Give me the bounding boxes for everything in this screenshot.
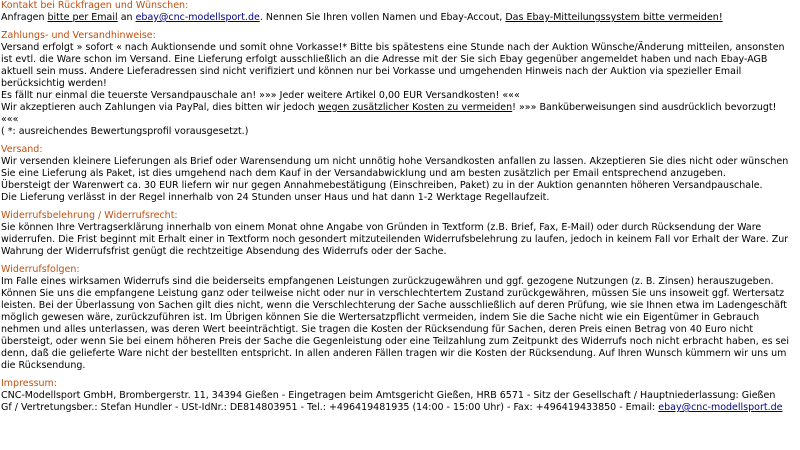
paypal-text-b: ! »»» Banküberweisungen sind ausdrücklich bevorzugt! ««« bbox=[1, 102, 777, 125]
section-payment bbox=[1, 30, 793, 138]
imprint-text-2 bbox=[1, 402, 793, 414]
section-contact bbox=[1, 0, 793, 24]
heading-imprint: Impressum: bbox=[1, 378, 58, 389]
heading-payment: Zahlungs- und Versandhinweise: bbox=[1, 30, 156, 41]
contact-email-link[interactable]: ebay@cnc-modellsport.de bbox=[135, 12, 260, 23]
contact-text bbox=[1, 12, 793, 24]
section-withdrawal bbox=[1, 210, 793, 258]
heading-contact: Kontakt bei Rückfragen und Wünschen: bbox=[1, 0, 189, 11]
section-imprint bbox=[1, 378, 793, 414]
payment-text-2: Es fällt nur einmal die teuerste Versandpauschale an! »»» Jeder weitere Artikel 0,00 EUR Versandkosten! ««« bbox=[1, 90, 520, 101]
shipping-text-3: Die Lieferung verlässt in der Regel innerhalb von 24 Stunden unser Haus und hat dann 1-2 Werktage Regellaufzeit. bbox=[1, 192, 550, 203]
heading-shipping: Versand: bbox=[1, 144, 43, 155]
contact-text-3: . Nennen Sie Ihren vollen Namen und Ebay-Accout, bbox=[259, 12, 506, 23]
shipping-text-2: Übersteigt der Warenwert ca. 30 EUR liefern wir nur gegen Annahmebestätigung (Einschreiben, Paket) zu in der Auktion genannten höheren Versandpauschale. bbox=[1, 180, 763, 191]
payment-text-3 bbox=[1, 102, 793, 126]
section-shipping bbox=[1, 144, 793, 204]
heading-withdrawal: Widerrufsbelehrung / Widerrufsrecht: bbox=[1, 210, 178, 221]
withdrawal-text: Sie können Ihre Vertragserklärung innerhalb von einem Monat ohne Angabe von Gründen in Textform (z.B. Brief, Fax, E-Mail) oder durch Rücksendung der Ware widerrufen. Die Frist beginnt mit Erhalt einer in Textform noch gesondert mitzuteilenden Widerrufsbelehrung zu laufen, jedoch in keinem Fall vor Erhalt der Ware. Zur Wahrung der Widerrufsfrist genügt die rechtzeitige Absendung des Widerrufs oder der Sache. bbox=[1, 222, 789, 257]
contact-text-1: Anfragen bbox=[1, 12, 48, 23]
paypal-costs-link[interactable]: wegen zusätzlicher Kosten zu vermeiden bbox=[317, 102, 513, 113]
section-consequences bbox=[1, 264, 793, 372]
contact-text-2: an bbox=[117, 12, 136, 23]
payment-footnote: ( *: ausreichendes Bewertungsprofil vorausgesetzt.) bbox=[1, 126, 249, 137]
imprint-contact-text: Gf / Vertretungsber.: Stefan Hundler - USt-IdNr.: DE814803951 - Tel.: +496419481935 (14:00 - 15:00 Uhr) - Fax: +496419433850 - Email: bbox=[1, 402, 659, 413]
consequences-text: Im Falle eines wirksamen Widerrufs sind die beiderseits empfangenen Leistungen zurückzugewähren und ggf. gezogene Nutzungen (z. B. Zinsen) herauszugeben. Können Sie uns die empfangene Leistung ganz oder teilweise nicht oder nur in verschlechtertem Zustand zurückgewähren, müssen Sie uns insoweit ggf. Wertersatz leisten. Bei der Überlassung von Sachen gilt dies nicht, wenn die Verschlechterung der Sache ausschließlich auf deren Prüfung, wie sie Ihnen etwa im Ladengeschäft möglich gewesen wäre, zurückzuführen ist. Im Übrigen können Sie die Wertersatzpflicht vermeiden, indem Sie die Sache nicht wie ein Eigentümer in Gebrauch nehmen und alles unterlassen, was deren Wert beeinträchtigt. Sie tragen die Kosten der Rücksendung für Sachen, deren Preis einen Betrag von 40 Euro nicht übersteigt, oder wenn Sie bei einem höheren Preis der Sache die Gegenleistung oder eine Teilzahlung zum Zeitpunkt des Widerrufs noch nicht erbracht haben, es sei denn, daß die gelieferte Ware nicht der bestellten entspricht. In allen anderen Fällen tragen wir die Kosten der Rücksendung. Auf Ihren Wunsch kümmern wir uns um die Rücksendung. bbox=[1, 276, 789, 371]
email-request-link[interactable]: bitte per Email bbox=[47, 12, 118, 23]
shipping-text-1: Wir versenden kleinere Lieferungen als Brief oder Warensendung um nicht unnötig hohe Versandkosten anfallen zu lassen. Akzeptieren Sie dies nicht oder wünschen Sie eine Lieferung als Paket, ist dies umgehend nach dem Kauf in der Versandabwicklung und am besten zusätzlich per Email entsprechend anzugeben. bbox=[1, 156, 789, 179]
avoid-messaging-link[interactable]: Das Ebay-Mitteilungssystem bitte vermeiden! bbox=[505, 12, 723, 23]
payment-text-1: Versand erfolgt » sofort « nach Auktionsende und somit ohne Vorkasse!* Bitte bis spätestens eine Stunde nach der Auktion Wünsche/Änderung mitteilen, ansonsten ist evtl. die Ware schon im Versand. Eine Lieferung erfolgt ausschließlich an die Adresse mit der Sie sich Ebay gegenüber angemeldet haben und nach Ebay-AGB aktuell sein muss. Andere Lieferadressen sind nicht verifiziert und können nur bei Vorkasse und umgehenden Hinweis nach der Auktion via spezieller Email berücksichtig werden! bbox=[1, 42, 785, 89]
heading-consequences: Widerrufsfolgen: bbox=[1, 264, 80, 275]
imprint-email-link[interactable]: ebay@cnc-modellsport.de bbox=[658, 402, 783, 413]
paypal-text-a: Wir akzeptieren auch Zahlungen via PayPal, dies bitten wir jedoch bbox=[1, 102, 318, 113]
imprint-text-1: CNC-Modellsport GmbH, Brombergerstr. 11, 34394 Gießen - Eingetragen beim Amtsgericht Gießen, HRB 6571 - Sitz der Gesellschaft / Hauptniederlassung: Gießen bbox=[1, 390, 776, 401]
